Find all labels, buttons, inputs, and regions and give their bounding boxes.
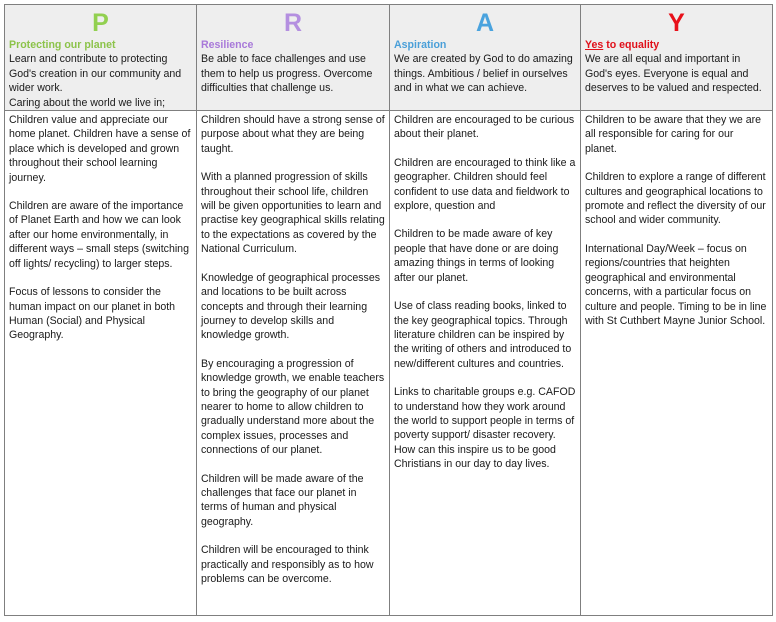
protecting-paragraph-3: Focus of lessons to consider the human impact on our planet in both Human (Social) and Physical Geography. [9,286,176,342]
header-row [5,5,773,111]
subtitle-yes: Yes [585,39,604,51]
subtitle-resilience: Resilience [201,39,254,51]
resilience-paragraph-3: Knowledge of geographical processes and locations to be built across concepts and through their learning journey to develop skills and knowledge growth. [201,271,381,342]
aspiration-paragraph-3: Children to be made aware of key people that have done or are doing amazing things in terms of looking after our planet. [394,228,559,284]
subtitle-equality [585,38,768,52]
resilience-paragraph-5: Children will be made aware of the challenges that face our planet in terms of human and physical geography. [201,472,364,528]
subtitle-aspiration: Aspiration [394,39,447,51]
equality-paragraph-2: Children to explore a range of different cultures and geographical locations to promote and reflect the diversity of our school and wider community. [585,171,766,227]
body-row [5,111,773,616]
body-cell-resilience [197,111,390,616]
body-cell-aspiration [390,111,581,616]
description-aspiration: We are created by God to do amazing things. Ambitious / belief in ourselves and in what we can achieve. [394,53,573,95]
aspiration-paragraph-5: Links to charitable groups e.g. CAFOD to understand how they work around the world to support people in terms of poverty support/ disaster recovery. How can this inspire us to be good Christians in our day to day lives. [394,386,576,471]
description-resilience: Be able to face challenges and use them to help us progress. Overcome difficulties that challenge us. [201,53,373,95]
description-protecting-line-2: Caring about the world we live in; [9,96,166,109]
description-equality: We are all equal and important in God's eyes. Everyone is equal and deserves to be valued and respected. [585,53,762,95]
description-protecting [9,52,192,110]
subtitle-to-equality: to equality [603,39,660,51]
protecting-paragraph-1: Children value and appreciate our home planet. Children have a sense of place which is developed and grown throughout their school learning journey. [9,114,191,184]
aspiration-paragraph-2: Children are encouraged to think like a geographer. Children should feel confident to use data and fieldwork to explore, question and [394,156,576,213]
description-protecting-line-1: Learn and contribute to protecting God's creation in our community and wider work. [9,53,182,95]
letter-r: R [283,9,303,37]
header-cell-resilience [197,5,390,111]
resilience-paragraph-4: By encouraging a progression of knowledge growth, we enable teachers to bring the geography of our planet nearer to home to allow children to gradually understand more about the complex issues, processes and connections of our planet. [201,357,385,457]
letter-p: P [92,9,109,37]
resilience-paragraph-1: Children should have a strong sense of purpose about what they are being taught. [201,114,385,155]
aspiration-paragraph-4: Use of class reading books, linked to the key geographical topics. Through literature children can be inspired by the writing of others and introduced to new/different cultures and countries. [394,300,572,370]
resilience-paragraph-2: With a planned progression of skills throughout their school life, children will be given opportunities to learn and practise key geographical skills relating to the expectations as covered by the National Curriculum. [201,171,385,256]
letter-y: Y [668,9,685,37]
letter-a: A [475,9,495,37]
header-cell-equality [581,5,773,111]
equality-paragraph-3: International Day/Week – focus on regions/countries that heighten geographical and environmental concerns, with a particular focus on culture and people. Timing to be in line with St Cuthbert Mayne Junior School. [585,242,767,327]
header-cell-protecting [5,5,197,111]
resilience-paragraph-6: Children will be encouraged to think practically and responsibly as to how problems can be overcome. [201,544,374,585]
header-cell-aspiration [390,5,581,111]
subtitle-protecting: Protecting our planet [9,39,116,51]
equality-paragraph-1: Children to be aware that they we are all responsible for caring for our planet. [585,114,762,155]
protecting-paragraph-2: Children are aware of the importance of Planet Earth and how we can look after our home environmentally, in different ways – small steps (switching off lights/ recycling) to larger steps. [9,200,189,270]
pray-table [4,4,773,616]
aspiration-paragraph-1: Children are encouraged to be curious about their planet. [394,114,575,141]
body-cell-equality [581,111,773,616]
body-cell-protecting [5,111,197,616]
